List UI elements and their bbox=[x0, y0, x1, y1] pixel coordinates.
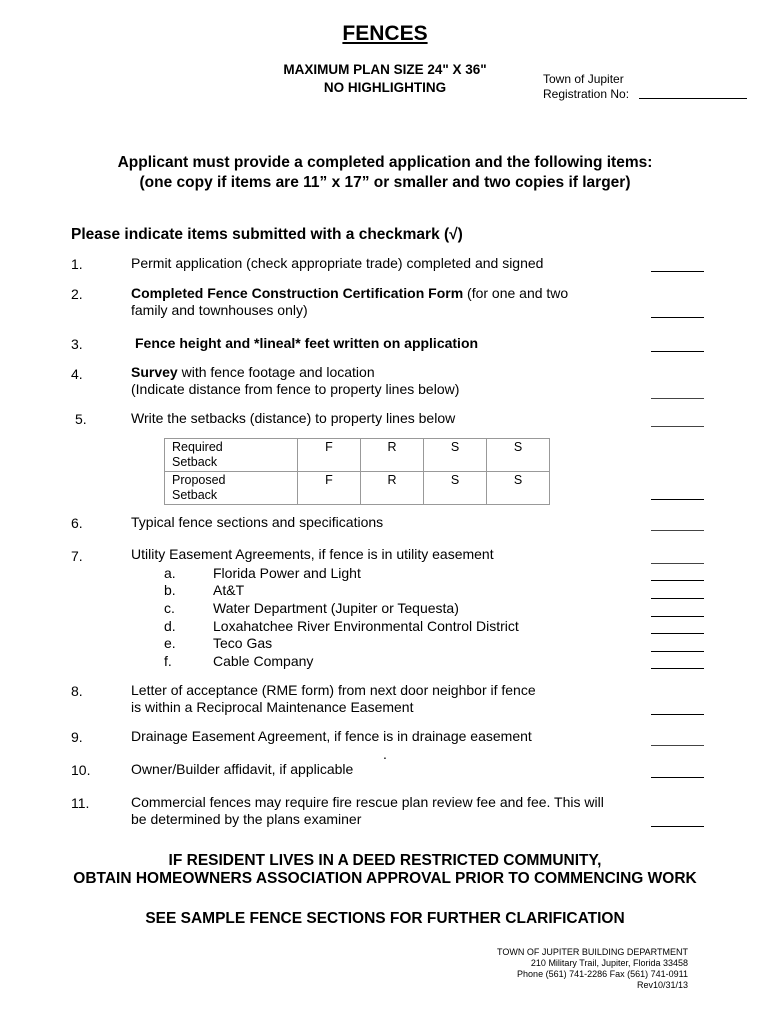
checkmark-blank[interactable] bbox=[651, 499, 704, 500]
registration-number-field[interactable] bbox=[639, 98, 747, 99]
footer-phone: Phone (561) 741-2286 Fax (561) 741-0911 bbox=[517, 969, 688, 979]
item-number: 9. bbox=[71, 729, 83, 745]
checkmark-blank[interactable] bbox=[651, 651, 704, 652]
checkmark-blank[interactable] bbox=[651, 271, 704, 272]
item-number: 5. bbox=[75, 411, 87, 427]
sub-item-letter: c. bbox=[164, 600, 175, 616]
intro-line-2: (one copy if items are 11” x 17” or smaller and two copies if larger) bbox=[139, 174, 631, 191]
intro-line-1: Applicant must provide a completed application and the following items: bbox=[117, 154, 653, 171]
item-bold-text: Completed Fence Construction Certification Form bbox=[131, 285, 464, 301]
checkmark-heading: Please indicate items submitted with a checkmark (√) bbox=[71, 226, 463, 243]
setback-cell-side[interactable]: S bbox=[487, 472, 550, 505]
checkmark-blank[interactable] bbox=[651, 745, 704, 746]
row-label-line: Required bbox=[172, 440, 223, 454]
footer-rev: Rev10/31/13 bbox=[636, 980, 688, 990]
registration-label: Registration No: bbox=[543, 87, 630, 101]
sub-item-text: At&T bbox=[213, 582, 245, 598]
item-text-continued: (Indicate distance from fence to property lines below) bbox=[131, 381, 460, 397]
page-title: FENCES bbox=[342, 22, 428, 45]
setback-cell-side[interactable]: S bbox=[424, 439, 487, 472]
item-text: Write the setbacks (distance) to property lines below bbox=[131, 410, 456, 426]
sub-item-letter: b. bbox=[164, 582, 176, 598]
setback-cell-side[interactable]: S bbox=[424, 472, 487, 505]
table-row bbox=[165, 472, 550, 505]
setback-cell-rear[interactable]: R bbox=[361, 472, 424, 505]
item-text-continued: is within a Reciprocal Maintenance Easement bbox=[131, 699, 414, 715]
item-number: 4. bbox=[71, 366, 83, 382]
checkmark-blank[interactable] bbox=[651, 668, 704, 669]
checkmark-blank[interactable] bbox=[651, 317, 704, 318]
checkmark-blank[interactable] bbox=[651, 777, 704, 778]
item-text-continued: family and townhouses only) bbox=[131, 302, 308, 318]
setback-row-label bbox=[165, 472, 298, 505]
setback-cell-side[interactable]: S bbox=[487, 439, 550, 472]
item-number: 1. bbox=[71, 256, 83, 272]
item-bold-text: Survey bbox=[131, 364, 178, 380]
item-text: Owner/Builder affidavit, if applicable bbox=[131, 761, 354, 777]
sub-item-letter: f. bbox=[164, 653, 172, 669]
item-number: 10. bbox=[71, 762, 91, 778]
footer-address: 210 Military Trail, Jupiter, Florida 33458 bbox=[530, 958, 688, 968]
checkmark-blank[interactable] bbox=[651, 598, 704, 599]
item-number: 8. bbox=[71, 683, 83, 699]
checkmark-blank[interactable] bbox=[651, 826, 704, 827]
checkmark-blank[interactable] bbox=[651, 351, 704, 352]
checkmark-blank[interactable] bbox=[651, 633, 704, 634]
item-number: 11. bbox=[71, 795, 90, 811]
no-highlighting-note: NO HIGHLIGHTING bbox=[323, 80, 447, 95]
row-label-line: Proposed bbox=[172, 473, 226, 487]
item-text: with fence footage and location bbox=[177, 364, 375, 380]
checkmark-blank[interactable] bbox=[651, 426, 704, 427]
footer-block bbox=[497, 947, 688, 991]
checkmark-blank[interactable] bbox=[651, 714, 704, 715]
setback-row-label bbox=[165, 439, 298, 472]
item-number: 7. bbox=[71, 548, 83, 564]
sub-item-letter: a. bbox=[164, 565, 176, 581]
item-text-continued: be determined by the plans examiner bbox=[131, 811, 362, 827]
sub-item-letter: d. bbox=[164, 618, 176, 634]
table-row bbox=[165, 439, 550, 472]
setback-cell-front[interactable]: F bbox=[298, 439, 361, 472]
plan-size-note: MAXIMUM PLAN SIZE 24" X 36" bbox=[283, 62, 487, 77]
item-text: Letter of acceptance (RME form) from next door neighbor if fence bbox=[131, 682, 536, 698]
sub-item-text: Cable Company bbox=[213, 653, 314, 669]
row-label-line: Setback bbox=[172, 488, 218, 502]
footer-dept: TOWN OF JUPITER BUILDING DEPARTMENT bbox=[496, 947, 688, 957]
sub-item-text: Florida Power and Light bbox=[213, 565, 361, 581]
town-name: Town of Jupiter bbox=[543, 72, 624, 86]
sub-item-letter: e. bbox=[164, 635, 176, 651]
item-text: Permit application (check appropriate trade) completed and signed bbox=[131, 255, 544, 271]
item-text: Commercial fences may require fire rescue plan review fee and fee. This will bbox=[131, 794, 604, 810]
checkmark-blank[interactable] bbox=[651, 563, 704, 564]
checkmark-blank[interactable] bbox=[651, 398, 704, 399]
sub-item-text: Teco Gas bbox=[213, 635, 273, 651]
notice-line-2: OBTAIN HOMEOWNERS ASSOCIATION APPROVAL PRIOR TO COMMENCING WORK bbox=[73, 870, 697, 887]
setback-cell-rear[interactable]: R bbox=[361, 439, 424, 472]
item-text: Utility Easement Agreements, if fence is in utility easement bbox=[131, 546, 494, 562]
item-number: 6. bbox=[71, 515, 83, 531]
setbacks-table bbox=[164, 438, 550, 505]
item-number: 2. bbox=[71, 286, 83, 302]
checkmark-blank[interactable] bbox=[651, 616, 704, 617]
notice-line-1: IF RESIDENT LIVES IN A DEED RESTRICTED COMMUNITY, bbox=[168, 852, 602, 869]
row-label-line: Setback bbox=[172, 455, 218, 469]
item-bold-text: Fence height and *lineal* feet written on application bbox=[135, 335, 479, 351]
notice-line-3: SEE SAMPLE FENCE SECTIONS FOR FURTHER CLARIFICATION bbox=[145, 910, 625, 927]
checkmark-blank[interactable] bbox=[651, 530, 704, 531]
stray-dot: . bbox=[383, 746, 387, 762]
item-text: (for one and two bbox=[463, 285, 569, 301]
item-text: Drainage Easement Agreement, if fence is in drainage easement bbox=[131, 728, 532, 744]
setback-cell-front[interactable]: F bbox=[298, 472, 361, 505]
sub-item-text: Water Department (Jupiter or Tequesta) bbox=[213, 600, 459, 616]
checkmark-blank[interactable] bbox=[651, 580, 704, 581]
item-number: 3. bbox=[71, 336, 83, 352]
sub-item-text: Loxahatchee River Environmental Control District bbox=[213, 618, 519, 634]
item-text: Typical fence sections and specifications bbox=[131, 514, 384, 530]
